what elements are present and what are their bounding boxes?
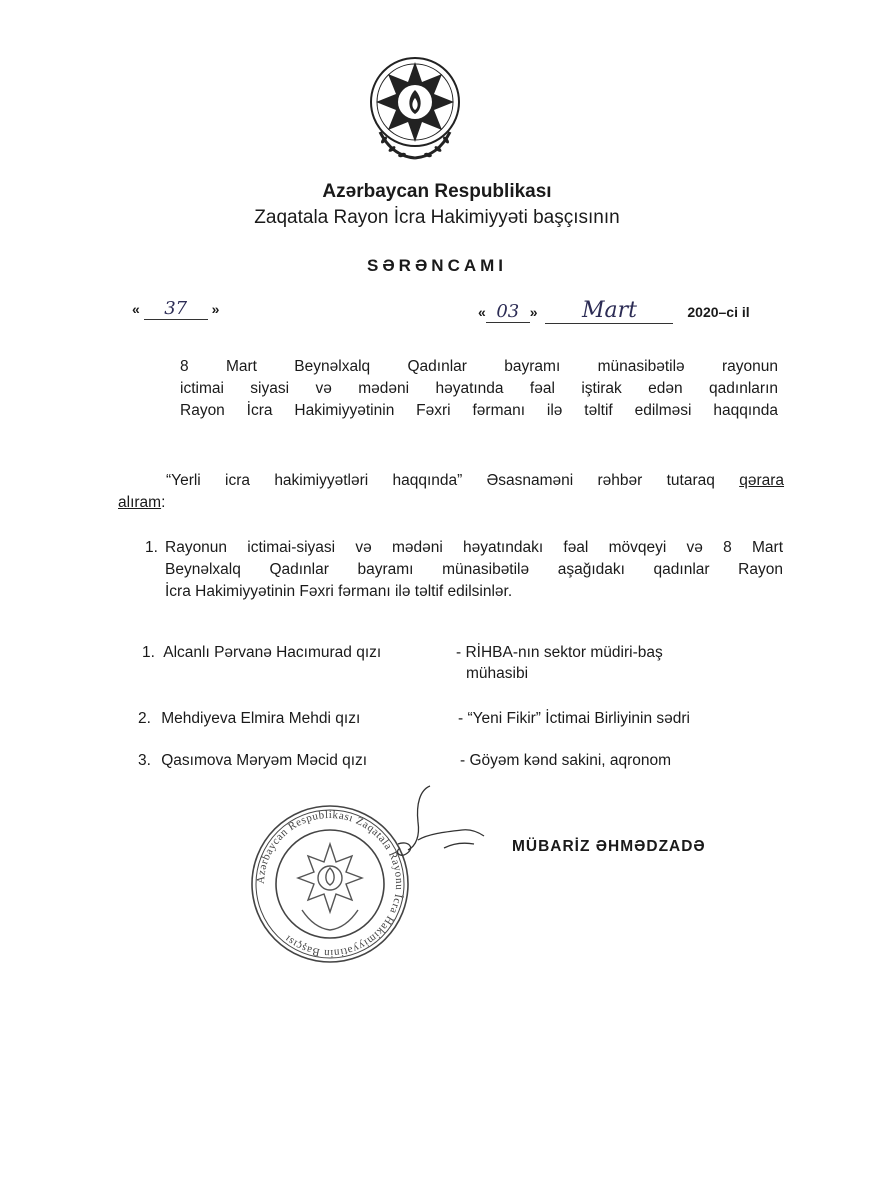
- awardee-number: 2.: [138, 710, 151, 727]
- awardee-number: 1.: [142, 644, 155, 661]
- decision-word: qərara: [739, 472, 785, 489]
- item-line: Rayonun ictimai-siyasi və mədəni həyatındakı fəal mövqeyi və 8 Mart: [165, 539, 783, 556]
- subject-line: ictimai siyasi və mədəni həyatında fəal iştirak edən qadınların: [180, 380, 778, 397]
- awardee-name: Mehdiyeva Elmira Mehdi qızı: [161, 710, 361, 727]
- country-title: Azərbaycan Respublikası: [322, 181, 552, 202]
- position-line: - RİHBA-nın sektor müdiri-baş: [456, 644, 663, 661]
- authority-title: Zaqatala Rayon İcra Hakimiyyəti başçısının: [254, 207, 620, 228]
- legal-basis-paragraph: [118, 470, 784, 514]
- official-seal-and-signature: [248, 782, 488, 982]
- awardee-row: [138, 750, 367, 771]
- awardee-position: [456, 642, 663, 684]
- quote-close: »: [529, 304, 538, 320]
- item-number: 1.: [145, 539, 158, 556]
- subject-line: 8 Mart Beynəlxalq Qadınlar bayramı münasibətilə rayonun: [180, 358, 778, 375]
- order-year: 2020–ci il: [687, 304, 750, 320]
- order-subject: [180, 356, 778, 422]
- awardee-position: [458, 708, 690, 729]
- awardee-row: [142, 642, 381, 663]
- document-type-title: SƏRƏNCAMI: [366, 256, 508, 275]
- state-emblem: [362, 52, 468, 164]
- order-number: [132, 298, 219, 320]
- awardee-name: Qasımova Məryəm Məcid qızı: [161, 752, 368, 769]
- order-number-value: 37: [144, 298, 208, 320]
- signer-name: MÜBARİZ ƏHMƏDZADƏ: [512, 838, 706, 855]
- decision-word: alıram: [118, 494, 162, 511]
- order-day: 03: [486, 301, 530, 323]
- awardee-number: 3.: [138, 752, 151, 769]
- order-item-1: [145, 537, 783, 600]
- position-line: - “Yeni Fikir” İctimai Birliyinin sədri: [458, 710, 690, 727]
- awardee-row: [138, 708, 360, 729]
- subject-line: Rayon İcra Hakimiyyətinin Fəxri fərmanı ilə təltif edilməsi haqqında: [180, 402, 778, 419]
- awardee-position: [460, 750, 671, 771]
- quote-open: «: [132, 301, 140, 317]
- quote-open: «: [478, 304, 486, 320]
- order-date: [478, 298, 750, 324]
- position-line: mühasibi: [466, 665, 529, 682]
- legal-basis-text: “Yerli icra hakimiyyətləri haqqında” Əsasnaməni rəhbər tutaraq: [166, 472, 715, 489]
- colon: :: [161, 494, 166, 511]
- item-line: İcra Hakimiyyətinin Fəxri fərmanı ilə təltif edilsinlər.: [165, 583, 513, 600]
- quote-close: »: [211, 301, 220, 317]
- order-month: Mart: [545, 298, 673, 324]
- item-line: Beynəlxalq Qadınlar bayramı münasibətilə aşağıdakı qadınlar Rayon: [165, 561, 783, 578]
- awardee-name: Alcanlı Pərvanə Hacımurad qızı: [163, 644, 382, 661]
- seal-ring-text: Azərbaycan Respublikası Zaqatala Rayonu İcra Hakimiyyətinin Başçısı: [254, 808, 406, 960]
- position-line: - Göyəm kənd sakini, aqronom: [460, 752, 672, 769]
